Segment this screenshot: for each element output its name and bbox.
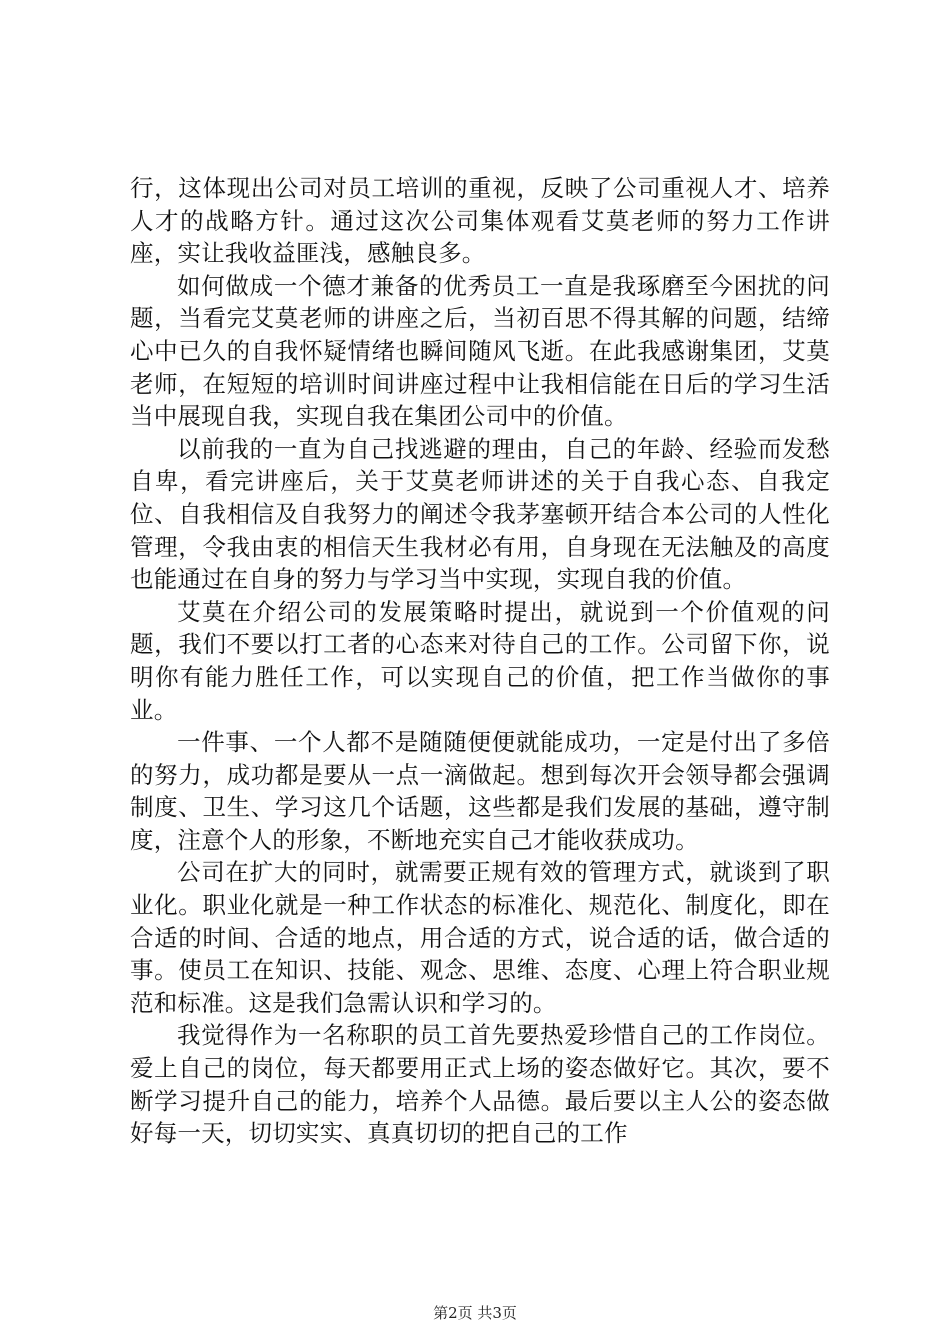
paragraph-3: 以前我的一直为自己找逃避的理由，自己的年龄、经验而发愁自卑，看完讲座后，关于艾莫老师讲述的关于自我心态、自我定位、自我相信及自我努力的阐述令我茅塞顿开结合本公司的人性化管理，令我由衷的相信天生我材必有用，自身现在无法触及的高度也能通过在自身的努力与学习当中实现，实现自我的价值。 xyxy=(130,434,830,594)
paragraph-4: 艾莫在介绍公司的发展策略时提出，就说到一个价值观的问题，我们不要以打工者的心态来对待自己的工作。公司留下你，说明你有能力胜任工作，可以实现自己的价值，把工作当做你的事业。 xyxy=(130,597,830,724)
document-body xyxy=(130,172,830,1150)
paragraph-7: 我觉得作为一名称职的员工首先要热爱珍惜自己的工作岗位。爱上自己的岗位，每天都要用正式上场的姿态做好它。其次，要不断学习提升自己的能力，培养个人品德。最后要以主人公的姿态做好每一天，切切实实、真真切切的把自己的工作 xyxy=(130,1021,830,1148)
paragraph-5: 一件事、一个人都不是随随便便就能成功，一定是付出了多倍的努力，成功都是要从一点一滴做起。想到每次开会领导都会强调制度、卫生、学习这几个话题，这些都是我们发展的基础，遵守制度，注意个人的形象，不断地充实自己才能收获成功。 xyxy=(130,728,830,854)
page-footer: 第2页 共3页 xyxy=(433,1304,517,1322)
paragraph-1: 行，这体现出公司对员工培训的重视，反映了公司重视人才、培养人才的战略方针。通过这次公司集体观看艾莫老师的努力工作讲座，实让我收益匪浅，感触良多。 xyxy=(130,174,830,268)
paragraph-2: 如何做成一个德才兼备的优秀员工一直是我琢磨至今困扰的问题，当看完艾莫老师的讲座之后，当初百思不得其解的问题，结缔心中已久的自我怀疑情绪也瞬间随风飞逝。在此我感谢集团，艾莫老师，在短短的培训时间讲座过程中让我相信能在日后的学习生活当中展现自我，实现自我在集团公司中的价值。 xyxy=(130,271,830,431)
paragraph-6: 公司在扩大的同时，就需要正规有效的管理方式，就谈到了职业化。职业化就是一种工作状态的标准化、规范化、制度化，即在合适的时间、合适的地点，用合适的方式，说合适的话，做合适的事。使员工在知识、技能、观念、思维、态度、心理上符合职业规范和标准。这是我们急需认识和学习的。 xyxy=(130,858,830,1017)
